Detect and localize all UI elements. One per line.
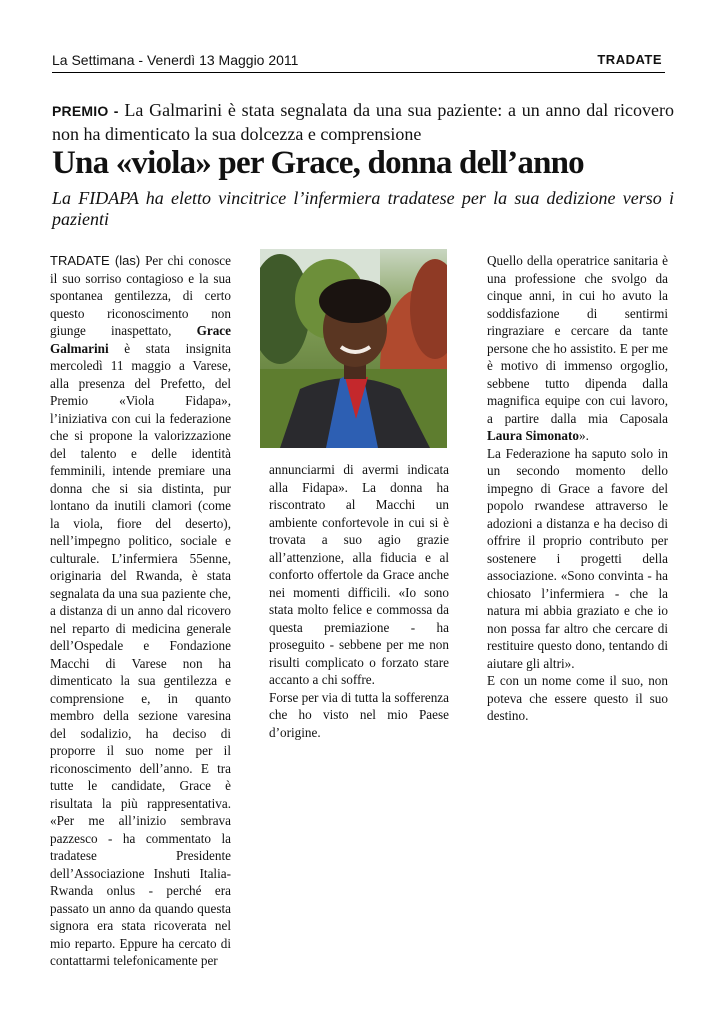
body-paragraph: E con un nome come il suo, non poteva che essere questo il suo destino. xyxy=(487,673,668,723)
article-column-2 xyxy=(269,461,449,741)
body-paragraph: La Federazione ha saputo solo in un secondo momento dello impegno di Grace a favore del popolo rwandese attraverso le adozioni a distanza e ha deciso di offrire il proprio contributo per sostenere i progetti della associazione. «Sono convinta - ha chiosato l’infermiera - che la natura mi abbia graziato e che io non possa far altro che cercare di restituire questo dono, tentando di aiutare gli altri». xyxy=(487,445,668,671)
body-text: Quello della operatrice sanitaria è una professione che svolgo da cinque anni, in cui ho avuto la soddisfazione di sentirmi ringraziare e cercare da tante persone che ho assistito. E per me è motivo di immenso orgoglio, sebbene tutto dipenda dalla magnifica equipe con cui lavoro, a partire dalla mia Caposala xyxy=(487,253,668,426)
section-label: TRADATE xyxy=(597,52,662,67)
article-column-3 xyxy=(487,252,668,725)
person-name: Laura Simonato xyxy=(487,428,579,443)
kicker xyxy=(52,99,674,146)
article-column-1 xyxy=(50,252,231,970)
body-text: ». xyxy=(578,428,589,443)
subheadline: La FIDAPA ha eletto vincitrice l’infermiera tradatese per la sua dedizione verso i pazienti xyxy=(52,188,674,229)
body-paragraph: Forse per via di tutta la sofferenza che ho visto nel mio Paese d’origine. xyxy=(269,689,449,740)
body-text: è stata insignita mercoledì 11 maggio a Varese, alla presenza del Prefetto, del Premio «Viola Fidapa», l’iniziativa con cui la federazione che si propone la valorizzazione del talento e delle identità femminili, intende premiare una donna che si sia distinta, pur lontano da inutili clamori (come la viola, fiore del deserto), nell’impegno politico, sociale e culturale. L’infermiera 55enne, originaria del Rwanda, è stata segnalata da una sua paziente che, a distanza di un anno dal ricovero nel reparto di medicina generale dell’Ospedale e Fondazione Macchi di Varese non ha dimenticato la sua gentilezza e comprensione e, in quanto membro della sezione varesina del sodalizio, ha deciso di proporre il suo nome per il riconoscimento dell’anno. E tra tutte le candidate, Grace è risultata la più rappresentativa. «Per me all’inizio sembrava pazzesco - ha commentato la tradatese Presidente dell’Associazione Inshuti Italia-Rwanda onlus - perché era passato un anno da quando questa signora era stata ricoverata nel mio reparto. Eppure ha cercato di contattarmi telefonicamente per xyxy=(50,340,231,968)
person-name: Grace Galmarini xyxy=(50,323,231,356)
body-text: Per chi conosce il suo sorriso contagioso e la sua spontanea gentilezza, di certo questo riconoscimento non giunge inaspettato, xyxy=(50,253,231,338)
body-paragraph: annunciarmi di avermi indicata alla Fidapa». La donna ha riscontrato al Macchi un ambiente confortevole in cui si è trovata a suo agio grazie all’attenzione, alla fiducia e al conforto offertole da Grace anche nei momenti difficili. «Io sono stata molto felice e commossa da questa premiazione - ha proseguito - sebbene per me non risulti complicato o forzato stare accanto a chi soffre. xyxy=(269,462,449,687)
kicker-label: PREMIO - xyxy=(52,103,119,119)
headline: Una «viola» per Grace, donna dell’anno xyxy=(52,145,584,181)
kicker-text: La Galmarini è stata segnalata da una sua paziente: a un anno dal ricovero non ha dimenticato la sua dolcezza e comprensione xyxy=(52,100,674,144)
dateline: TRADATE (las) xyxy=(50,253,141,268)
header-divider xyxy=(52,72,665,73)
publication-date: La Settimana - Venerdì 13 Maggio 2011 xyxy=(52,52,299,68)
portrait-photo xyxy=(260,249,447,448)
